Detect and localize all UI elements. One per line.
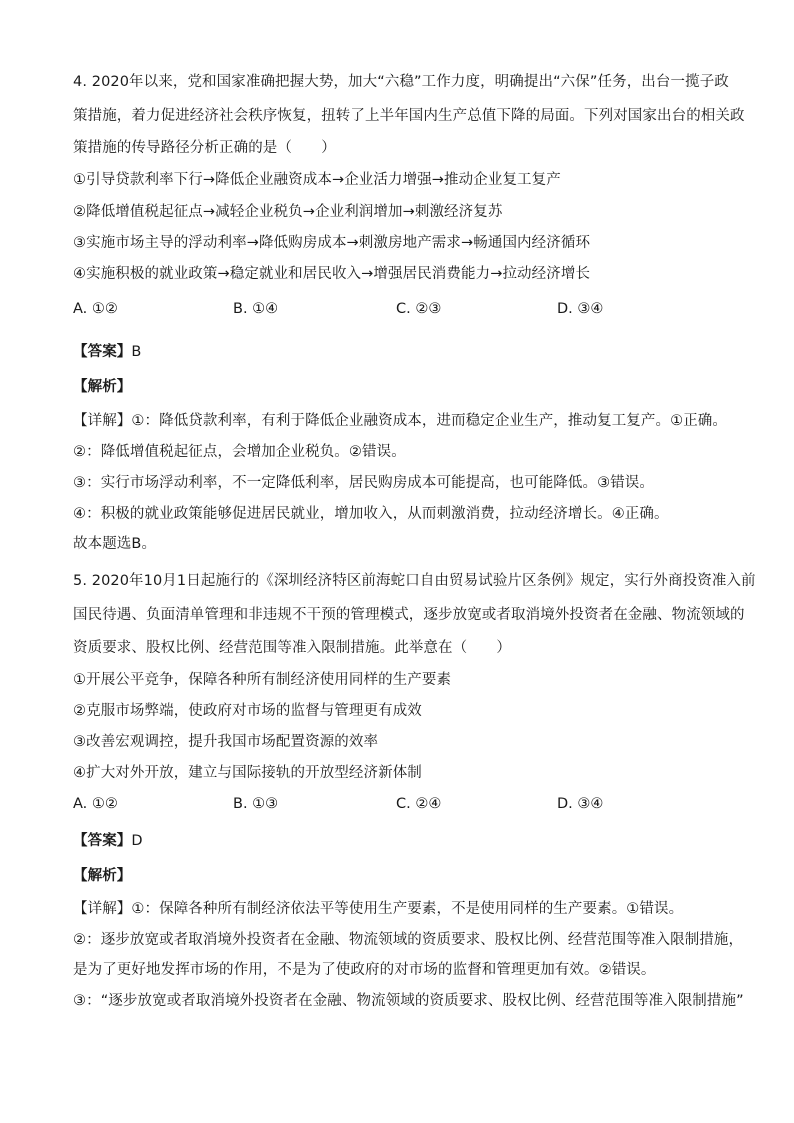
answer-label: 【答案】: [73, 833, 132, 849]
statement-item: ③实施市场主导的浮动利率→降低购房成本→刺激房地产需求→畅通国内经济循环: [73, 235, 591, 251]
answer-value: D: [131, 833, 143, 849]
answer-line: [73, 342, 141, 362]
statement-item: ②降低增值税起征点→减轻企业税负→企业利润增加→刺激经济复苏: [73, 204, 503, 220]
statement-item: ①开展公平竞争，保障各种所有制经济使用同样的生产要素: [73, 672, 452, 688]
statement-item: ②克服市场弊端，使政府对市场的监督与管理更有成效: [73, 703, 422, 719]
statement-item: ④扩大对外开放，建立与国际接轨的开放型经济新体制: [73, 765, 422, 781]
option-b: B. ①③: [233, 796, 279, 812]
option-c: C. ②③: [396, 301, 442, 317]
detail-line: 【详解】①：保障各种所有制经济依法平等使用生产要素，不是使用同样的生产要素。①错误。: [73, 901, 684, 917]
answer-label: 【答案】: [73, 344, 132, 360]
statement-item: ③改善宏观调控，提升我国市场配置资源的效率: [73, 734, 379, 750]
question-stem-line: 策措施，着力促进经济社会秩序恢复，扭转了上半年国内生产总值下降的局面。下列对国家出台的相关政: [73, 108, 745, 124]
detail-line: ②：逐步放宽或者取消境外投资者在金融、物流领域的资质要求、股权比例、经营范围等准入限制措施，: [73, 932, 744, 948]
option-c: C. ②④: [396, 796, 442, 812]
detail-line: ④：积极的就业政策能够促进居民就业，增加收入，从而刺激消费，拉动经济增长。④正确。: [73, 506, 669, 522]
detail-line: ③：“逐步放宽或者取消境外投资者在金融、物流领域的资质要求、股权比例、经营范围等准入限制措施”: [73, 993, 744, 1009]
answer-value: B: [131, 344, 142, 360]
detail-line: 故本题选B。: [73, 536, 157, 552]
question-stem-line: 4. 2020年以来，党和国家准确把握大势，加大“六稳”工作力度，明确提出“六保”任务，出台一揽子政: [73, 74, 729, 90]
detail-line: 【详解】①：降低贷款利率，有利于降低企业融资成本，进而稳定企业生产，推动复工复产。①正确。: [73, 413, 727, 429]
question-stem-line: 5. 2020年10月1日起施行的《深圳经济特区前海蛇口自由贸易试验片区条例》规定，实行外商投资准入前: [73, 573, 756, 589]
option-a: A. ①②: [73, 301, 118, 317]
statement-item: ①引导贷款利率下行→降低企业融资成本→企业活力增强→推动企业复工复产: [73, 172, 561, 188]
statement-item: ④实施积极的就业政策→稳定就业和居民收入→增强居民消费能力→拉动经济增长: [73, 266, 591, 282]
question-stem-line: 资质要求、股权比例、经营范围等准入限制措施。此举意在（ ）: [73, 640, 511, 656]
question-stem-line: 国民待遇、负面清单管理和非违规不干预的管理模式，逐步放宽或者取消境外投资者在金融、物流领域的: [73, 607, 745, 623]
analysis-label: 【解析】: [73, 868, 132, 884]
answer-line: [73, 831, 143, 851]
option-d: D. ③④: [557, 796, 604, 812]
option-d: D. ③④: [557, 301, 604, 317]
option-b: B. ①④: [233, 301, 279, 317]
detail-line: ③：实行市场浮动利率，不一定降低利率，居民购房成本可能提高，也可能降低。③错误。: [73, 475, 654, 491]
question-stem-line: 策措施的传导路径分析正确的是（ ）: [73, 140, 336, 156]
detail-line: ②：降低增值税起征点，会增加企业税负。②错误。: [73, 444, 406, 460]
detail-line: 是为了更好地发挥市场的作用，不是为了使政府的对市场的监督和管理更加有效。②错误。: [73, 962, 656, 978]
option-a: A. ①②: [73, 796, 118, 812]
analysis-label: 【解析】: [73, 379, 132, 395]
